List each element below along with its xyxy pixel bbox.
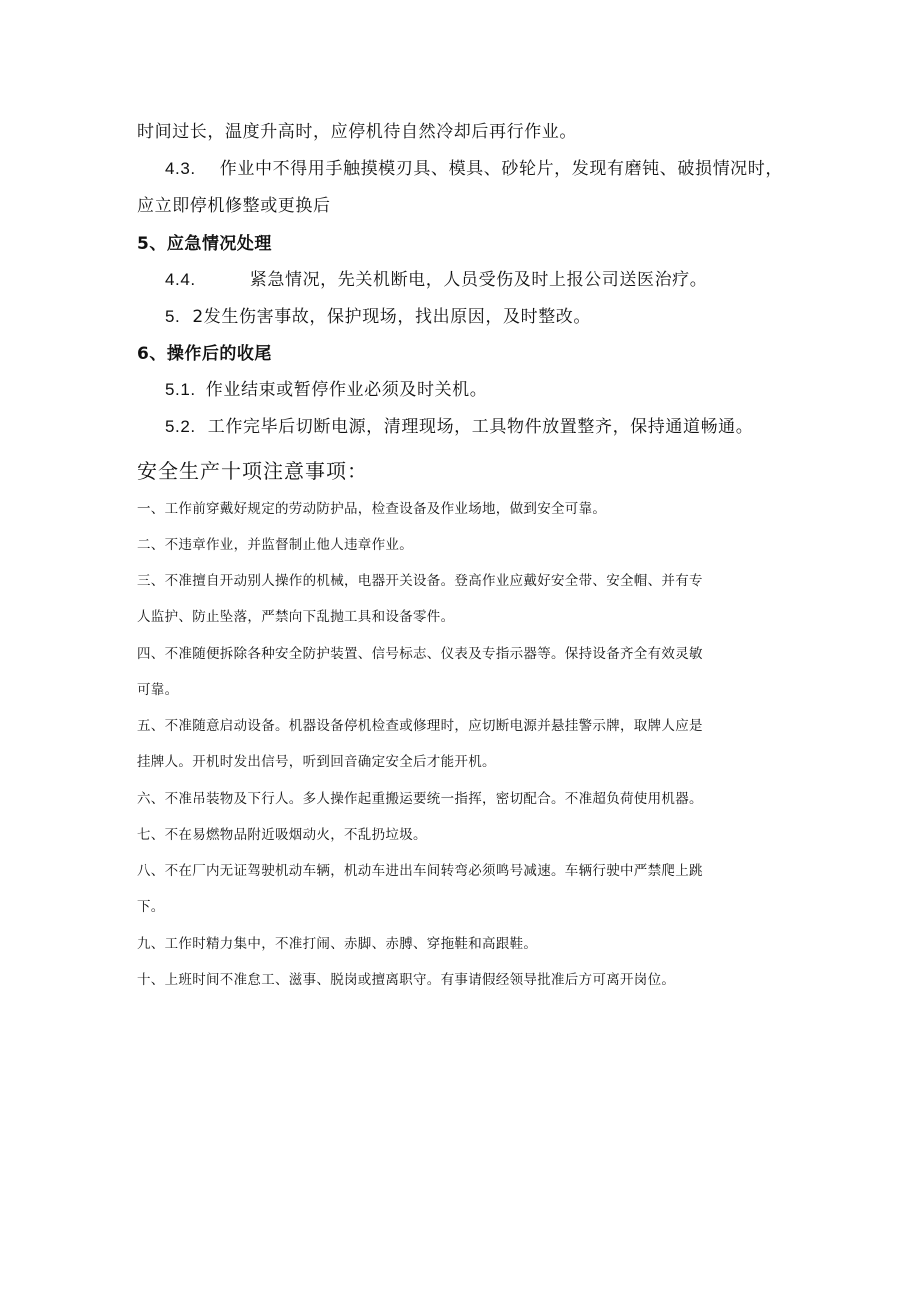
safety-item-7: 七、不在易燃物品附近吸烟动火，不乱扔垃圾。 bbox=[137, 827, 427, 843]
item-5-2 bbox=[165, 412, 753, 437]
item-text: 紧急情况，先关机断电，人员受伤及时上报公司送医治疗。 bbox=[249, 270, 708, 290]
safety-item-2: 二、不违章作业，并监督制止他人违章作业。 bbox=[137, 537, 413, 553]
item-number: 5.2. bbox=[165, 417, 196, 436]
safety-title: 安全生产十项注意事项： bbox=[137, 459, 368, 483]
safety-item-1: 一、工作前穿戴好规定的劳动防护品，检查设备及作业场地，做到安全可靠。 bbox=[137, 501, 607, 517]
item-5-2-first bbox=[165, 302, 591, 327]
safety-item-8-cont: 下。 bbox=[137, 899, 165, 915]
item-number: 4.4. bbox=[165, 270, 196, 289]
safety-item-9: 九、工作时精力集中，不准打闹、赤脚、赤膊、穿拖鞋和高跟鞋。 bbox=[137, 936, 538, 952]
safety-item-3: 三、不准擅自开动别人操作的机械，电器开关设备。登高作业应戴好安全带、安全帽、并有专 bbox=[137, 573, 703, 589]
safety-item-4-cont: 可靠。 bbox=[137, 682, 179, 698]
safety-item-5-cont: 挂牌人。开机时发出信号，听到回音确定安全后才能开机。 bbox=[137, 754, 496, 770]
item-number: 5. bbox=[165, 307, 181, 326]
safety-item-10: 十、上班时间不准怠工、滋事、脱岗或擅离职守。有事请假经领导批准后方可离开岗位。 bbox=[137, 972, 676, 988]
item-text: 作业中不得用手触摸模刃具、模具、砂轮片，发现有磨钝、破损情况时， bbox=[219, 159, 783, 179]
item-number: 5.1. bbox=[165, 380, 196, 399]
item-5-1 bbox=[165, 375, 487, 400]
safety-item-6: 六、不准吊装物及下行人。多人操作起重搬运要统一指挥，密切配合。不准超负荷使用机器。 bbox=[137, 791, 703, 807]
safety-item-4: 四、不准随便拆除各种安全防护装置、信号标志、仪表及专指示器等。保持设备齐全有效灵敏 bbox=[137, 646, 703, 662]
paragraph-continuation: 时间过长，温度升高时，应停机待自然冷却后再行作业。 bbox=[137, 122, 577, 142]
safety-item-3-cont: 人监护、防止坠落，严禁向下乱抛工具和设备零件。 bbox=[137, 609, 455, 625]
item-4-4 bbox=[165, 265, 707, 290]
item-4-3 bbox=[165, 154, 783, 179]
item-number: 4.3. bbox=[165, 159, 196, 178]
safety-item-8: 八、不在厂内无证驾驶机动车辆，机动车进出车间转弯必须鸣号减速。车辆行驶中严禁爬上跳 bbox=[137, 863, 703, 879]
item-4-3-continuation: 应立即停机修整或更换后 bbox=[137, 196, 331, 216]
section-heading-6: 6、操作后的收尾 bbox=[137, 344, 272, 364]
item-text: 作业结束或暂停作业必须及时关机。 bbox=[205, 380, 488, 400]
item-text: 工作完毕后切断电源，清理现场，工具物件放置整齐，保持通道畅通。 bbox=[207, 417, 754, 437]
section-heading-5: 5、应急情况处理 bbox=[137, 234, 272, 254]
item-text: 2发生伤害事故，保护现场，找出原因，及时整改。 bbox=[192, 307, 592, 327]
safety-item-5: 五、不准随意启动设备。机器设备停机检查或修理时，应切断电源并悬挂警示牌，取牌人应是 bbox=[137, 718, 703, 734]
